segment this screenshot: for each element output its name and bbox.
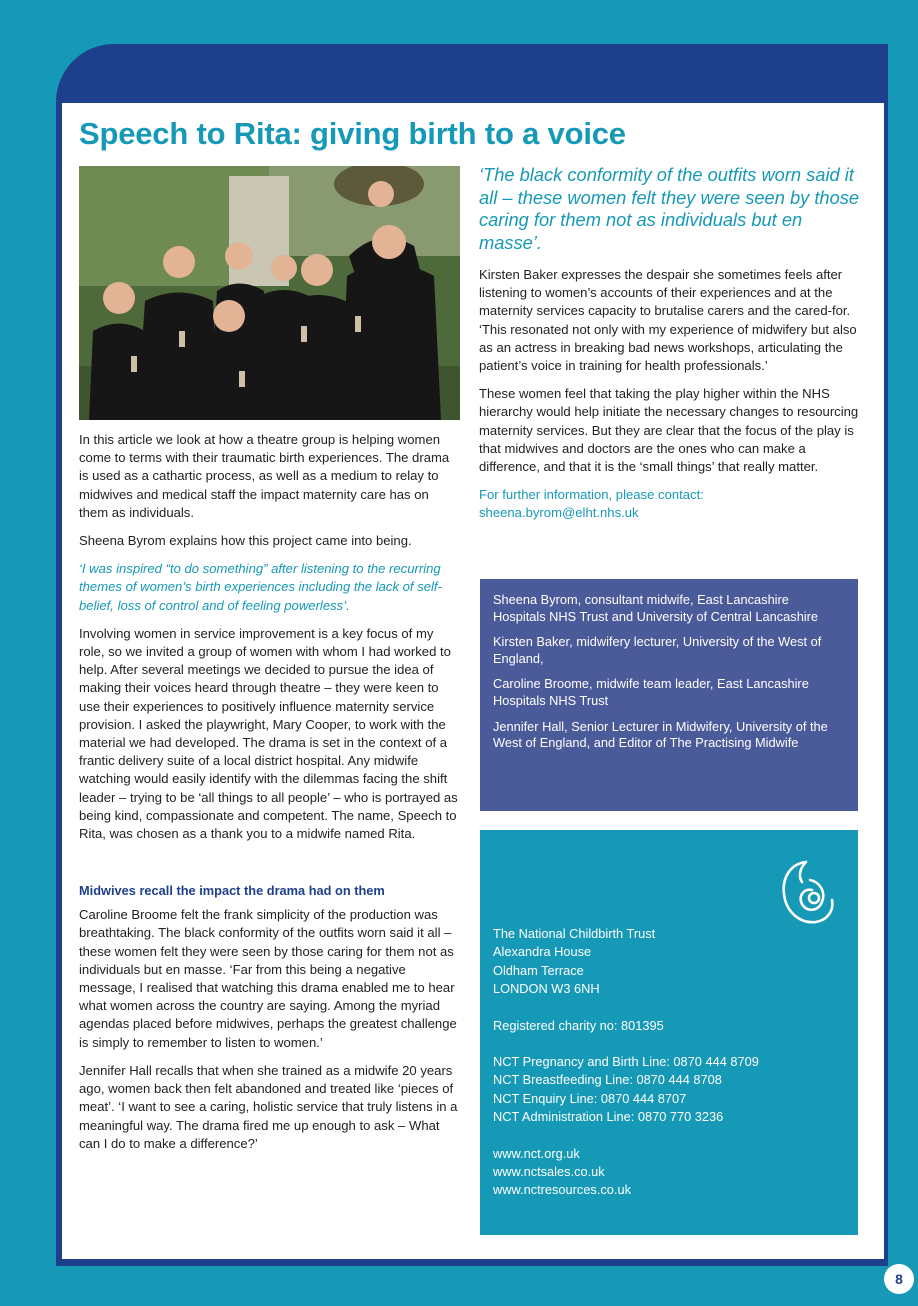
contact-email[interactable]: sheena.byrom@elht.nhs.uk bbox=[479, 505, 639, 521]
authors-box bbox=[480, 579, 858, 811]
body-paragraph-3: Jennifer Hall recalls that when she trained as a midwife 20 years ago, women back then felt abandoned and treated like ‘pieces of meat’. ‘I want to see a caring, holistic service that truly listens in a meaningful way. The drama fired me up enough to ask – What can I do to make a difference?’ bbox=[79, 1062, 458, 1151]
nct-contact-details bbox=[493, 925, 843, 1200]
group-photo bbox=[79, 166, 460, 420]
author-credit: Sheena Byrom, consultant midwife, East Lancashire Hospitals NHS Trust and University of Central Lancashire bbox=[493, 592, 819, 624]
author-credit: Caroline Broome, midwife team leader, East Lancashire Hospitals NHS Trust bbox=[493, 676, 809, 708]
phone-line: NCT Administration Line: 0870 770 3236 bbox=[493, 1109, 724, 1125]
website-link[interactable]: www.nctsales.co.uk bbox=[493, 1164, 605, 1180]
website-link[interactable]: www.nctresources.co.uk bbox=[493, 1182, 631, 1198]
body-paragraph-1: Involving women in service improvement is a key focus of my role, so we invited a group of women with whom I had worked to help. After several meetings we decided to pursue the idea of making their voices heard through theatre – they were keen to use their experiences to positively influence maternity service provision. I asked the playwright, Mary Cooper, to work with the material we had developed. The drama is set in the context of a frantic delivery suite of a local district hospital. Any midwife watching would easily identify with the dilemmas facing the shift leader – trying to be ‘all things to all people’ – who is portrayed as being kind, compassionate and competent. The name, Speech to Rita, was chosen as a thank you to a midwife named Rita. bbox=[79, 625, 458, 842]
phone-line: NCT Breastfeeding Line: 0870 444 8708 bbox=[493, 1072, 722, 1088]
body-paragraph-4: Kirsten Baker expresses the despair she sometimes feels after listening to women’s accounts of their experiences and at the maternity services capacity to brutalise carers and the cared-for. ‘This resonated not only with my experience of midwifery but also as an actress in breaking bad news workshops, articulating the patient’s voice in training for health professionals.’ bbox=[479, 267, 857, 374]
address-line: Alexandra House bbox=[493, 944, 592, 960]
phone-line: NCT Enquiry Line: 0870 444 8707 bbox=[493, 1090, 687, 1106]
charity-number: Registered charity no: 801395 bbox=[493, 1017, 664, 1033]
intro-paragraph: In this article we look at how a theatre group is helping women come to terms with their traumatic birth experiences. The drama is used as a cathartic process, as well as a medium to relay to midwives and medical staff the impact maternity care has on them as individuals. bbox=[79, 432, 450, 520]
address-line: The National Childbirth Trust bbox=[493, 926, 656, 941]
inspiration-quote: ‘I was inspired “to do something” after listening to the recurring themes of women’s birth experiences including the lack of self-belief, loss of control and of feeling powerless’. bbox=[79, 561, 442, 613]
page-number: 8 bbox=[884, 1264, 914, 1294]
address-line: LONDON W3 6NH bbox=[493, 981, 600, 997]
mother-baby-logo-icon bbox=[776, 856, 838, 928]
contact-label: For further information, please contact: bbox=[479, 487, 704, 503]
right-column bbox=[479, 164, 861, 533]
article-title: Speech to Rita: giving birth to a voice bbox=[79, 116, 626, 151]
author-credit: Kirsten Baker, midwifery lecturer, University of the West of England, bbox=[493, 634, 822, 666]
address-line: Oldham Terrace bbox=[493, 962, 584, 978]
contact-info bbox=[479, 486, 861, 522]
section-subheading: Midwives recall the impact the drama had on them bbox=[79, 883, 385, 899]
phone-line: NCT Pregnancy and Birth Line: 0870 444 8709 bbox=[493, 1054, 759, 1070]
pull-quote: ‘The black conformity of the outfits worn said it all – these women felt they were seen by those caring for them not as individuals but en masse’. bbox=[479, 164, 860, 253]
lead-paragraph: Sheena Byrom explains how this project came into being. bbox=[79, 533, 412, 549]
author-credit: Jennifer Hall, Senior Lecturer in Midwifery, University of the West of England, and Editor of The Practising Midwife bbox=[493, 718, 828, 751]
left-column bbox=[79, 431, 461, 1163]
website-link[interactable]: www.nct.org.uk bbox=[493, 1145, 580, 1161]
body-paragraph-2: Caroline Broome felt the frank simplicity of the production was breathtaking. The black conformity of the outfits worn said it all – these women felt they were seen by those caring for them not as individuals but en masse. ‘Far from this being a negative message, I realised that watching this drama enabled me to hear what women across the country are saying. Among the myriad agendas placed before midwives, perhaps the greatest challenge is simply to remember to listen to women.’ bbox=[79, 907, 457, 1050]
body-paragraph-5: These women feel that taking the play higher within the NHS hierarchy would help initiate the necessary changes to resourcing maternity services. But they are clear that the focus of the play is that midwives and doctors are the ones who can make a difference, and that it is the ‘small things’ that really matter. bbox=[479, 386, 859, 475]
nct-info-box bbox=[480, 830, 858, 1235]
